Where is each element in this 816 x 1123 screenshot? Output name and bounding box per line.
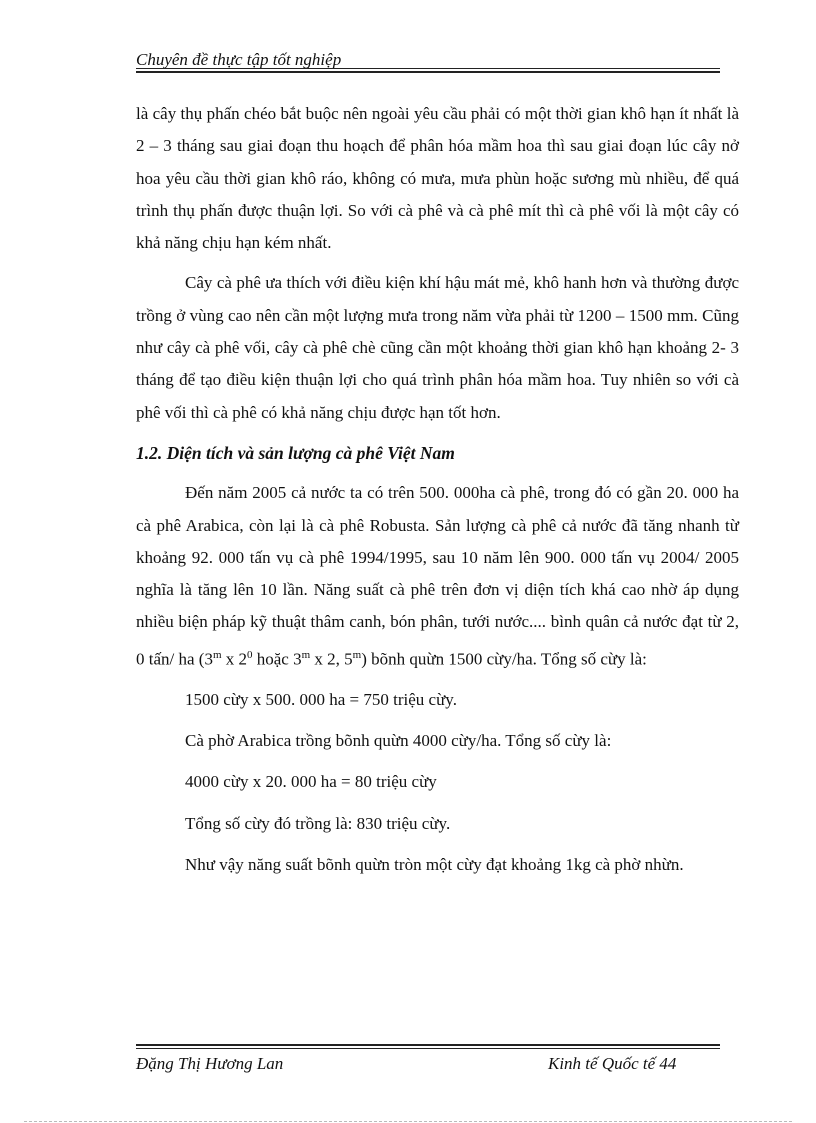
paragraph-3-text-b: x 2 bbox=[221, 649, 248, 669]
superscript-m-1: m bbox=[212, 648, 222, 661]
page-edge-divider bbox=[24, 1121, 792, 1122]
paragraph-3-text-a: Đến năm 2005 cả nước ta có trên 500. 000ha cà phê, trong đó có gần 20. 000 ha cà phê Arabica, còn lại là cà phê Robusta. Sản lượng cà phê cả nước đã tăng nhanh từ khoảng 92. 000 tấn vụ cà phê 1994/1995, sau 10 năm lên 900. 000 tấn vụ 2004/ 2005 nghĩa là tăng lên 10 lần. Năng suất cà phê trên đơn vị diện tích khá cao nhờ áp dụng nhiều biện pháp kỹ thuật thâm canh, bón phân, tưới nước.... bình quân cả nước đạt từ 2, 0 tấn/ ha (3 bbox=[136, 483, 739, 669]
paragraph-3-text-e: ) bõnh quừn 1500 cừy/ha. Tổng số cừy là: bbox=[361, 649, 647, 669]
footer-class: Kinh tế Quốc tế 44 bbox=[548, 1054, 677, 1073]
superscript-m-3: m bbox=[352, 648, 362, 661]
footer-rule-bottom bbox=[136, 1048, 720, 1049]
document-body bbox=[136, 98, 739, 889]
footer-author: Đặng Thị Hương Lan bbox=[136, 1054, 284, 1073]
paragraph-3 bbox=[136, 477, 739, 675]
section-heading: 1.2. Diện tích và sản lượng cà phê Việt Nam bbox=[136, 442, 455, 463]
paragraph-4: Như vậy năng suất bõnh quừn tròn một cừy đạt khoảng 1kg cà phờ nhừn. bbox=[185, 854, 684, 874]
paragraph-2: Cây cà phê ưa thích với điều kiện khí hậu mát mẻ, khô hanh hơn và thường được trồng ở vùng cao nên cần một lượng mưa trong năm vừa phải từ 1200 – 1500 mm. Cũng như cây cà phê vối, cây cà phê chè cũng cần một khoảng thời gian khô hạn khoảng 2- 3 tháng để tạo điều kiện thuận lợi cho quá trình phân hóa mầm hoa. Tuy nhiên so với cà phê vối thì cà phê có khả năng chịu được hạn tốt hơn. bbox=[136, 273, 739, 422]
header-rule-bottom bbox=[136, 71, 720, 73]
calculation-line-4: Tổng số cừy đó trồng là: 830 triệu cừy. bbox=[185, 813, 451, 833]
paragraph-3-text-c: hoặc 3 bbox=[252, 649, 302, 669]
calculation-line-1: 1500 cừy x 500. 000 ha = 750 triệu cừy. bbox=[185, 689, 457, 709]
header-title: Chuyên đề thực tập tốt nghiệp bbox=[136, 50, 342, 69]
superscript-0: 0 bbox=[247, 648, 253, 661]
paragraph-1: là cây thụ phấn chéo bắt buộc nên ngoài yêu cầu phải có một thời gian khô hạn ít nhất là 2 – 3 tháng sau giai đoạn thu hoạch để phân hóa mầm hoa thì sau giai đoạn lúc cây nở hoa yêu cầu thời gian khô ráo, không có mưa, mưa phùn hoặc sương mù nhiều, để quá trình thụ phấn được thuận lợi. So với cà phê và cà phê mít thì cà phê vối là một cây có khả năng chịu hạn kém nhất. bbox=[136, 104, 739, 253]
calculation-line-2: Cà phờ Arabica trồng bõnh quừn 4000 cừy/ha. Tổng số cừy là: bbox=[185, 731, 612, 750]
footer-rule-top bbox=[136, 1044, 720, 1046]
superscript-m-2: m bbox=[301, 648, 311, 661]
header-rule-top bbox=[136, 68, 720, 69]
calculation-line-3: 4000 cừy x 20. 000 ha = 80 triệu cừy bbox=[185, 772, 437, 792]
paragraph-3-text-d: x 2, 5 bbox=[310, 649, 353, 669]
